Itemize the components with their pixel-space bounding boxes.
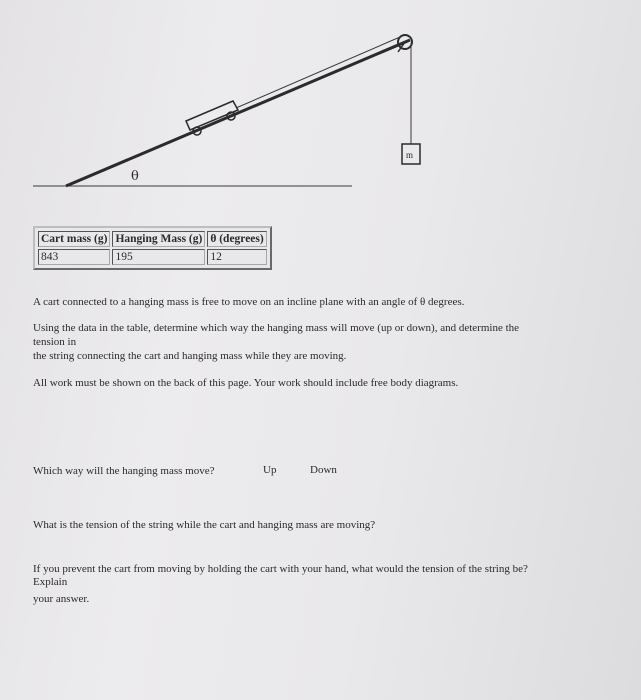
data-table <box>33 226 272 270</box>
question-held-line2: Explain <box>33 576 68 588</box>
incline-plane <box>66 40 410 186</box>
cell-theta: 12 <box>207 249 266 265</box>
problem-intro: A cart connected to a hanging mass is free to move on an incline plane with an angle of θ degrees. <box>33 296 465 308</box>
incline-diagram <box>0 0 641 200</box>
problem-task-line3: the string connecting the cart and hanging mass while they are moving. <box>33 350 347 362</box>
table-row <box>38 249 267 265</box>
problem-task-line2: tension in <box>33 336 77 348</box>
header-hanging-mass: Hanging Mass (g) <box>112 231 205 247</box>
mass-label: m <box>406 150 414 160</box>
theta-label: θ <box>131 169 139 184</box>
table-header-row <box>38 231 267 247</box>
work-note: All work must be shown on the back of this page. Your work should include free body diagrams. <box>33 377 459 389</box>
cell-hanging-mass: 195 <box>112 249 205 265</box>
header-theta: θ (degrees) <box>207 231 266 247</box>
problem-task-line1: Using the data in the table, determine which way the hanging mass will move (up or down), and determine the <box>33 322 520 334</box>
question-tension: What is the tension of the string while the cart and hanging mass are moving? <box>33 519 376 531</box>
option-down[interactable]: Down <box>310 464 337 476</box>
question-held-line3: your answer. <box>33 593 90 605</box>
question-direction: Which way will the hanging mass move? <box>33 465 215 477</box>
header-cart-mass: Cart mass (g) <box>38 231 110 247</box>
question-held-line1: If you prevent the cart from moving by holding the cart with your hand, what would the tension of the string be? <box>33 563 528 575</box>
cell-cart-mass: 843 <box>38 249 110 265</box>
cart <box>186 101 238 135</box>
option-up[interactable]: Up <box>263 464 277 476</box>
string-incline <box>236 37 400 108</box>
